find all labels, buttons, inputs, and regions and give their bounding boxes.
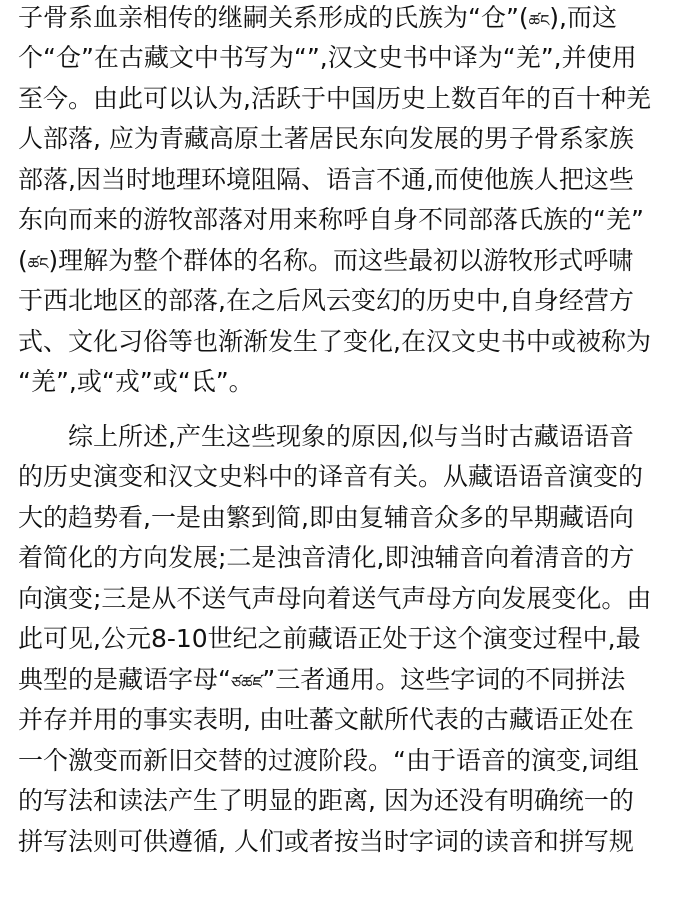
text-line: 个“仓”在古藏文中书写为“”,汉文史书中译为“羌”,并使用 (18, 43, 637, 72)
text-line: 东向而来的游牧部落对用来称呼自身不同部落氏族的“羌” (18, 205, 644, 234)
text-line: 的写法和读法产生了明显的距离, 因为还没有明确统一的 (18, 786, 634, 815)
text-line: 式、文化习俗等也渐渐发生了变化,在汉文史书中或被称为 (18, 327, 651, 356)
paragraph-start-line: 综上所述,产生这些现象的原因,似与当时古藏语语音 (68, 422, 634, 451)
text-line: 大的趋势看,一是由繁到简,即由复辅音众多的早期藏语向 (18, 503, 634, 532)
text-line: 一个激变而新旧交替的过渡阶段。“由于语音的演变,词组 (18, 746, 639, 775)
text-line: 向演变;三是从不送气声母向着送气声母方向发展变化。由 (18, 584, 652, 613)
text-line: “羌”,或“戎”或“氐”。 (18, 367, 254, 396)
text-line: 着简化的方向发展;二是浊音清化,即浊辅音向着清音的方 (18, 543, 635, 572)
text-line: 此可见,公元8-10世纪之前藏语正处于这个演变过程中,最 (18, 624, 641, 653)
text-line: 拼写法则可供遵循, 人们或者按当时字词的读音和拼写规 (18, 827, 634, 856)
text-line: 人部落, 应为青藏高原土著居民东向发展的男子骨系家族 (18, 124, 634, 153)
text-line: 典型的是藏语字母“ཙཚཛ”三者通用。这些字词的不同拼法 (18, 665, 626, 694)
text-line: (ཚང)理解为整个群体的名称。而这些最初以游牧形式呼啸 (18, 246, 634, 275)
text-line: 部落,因当时地理环境阻隔、语言不通,而使他族人把这些 (18, 165, 634, 194)
text-line: 子骨系血亲相传的继嗣关系形成的氏族为“仓”(ཚང),而这 (18, 3, 617, 32)
text-line: 并存并用的事实表明, 由吐蕃文献所代表的古藏语正处在 (18, 705, 634, 734)
text-line: 于西北地区的部落,在之后风云变幻的历史中,自身经营方 (18, 286, 634, 315)
tibetan-script: ཙཚཛ (230, 673, 263, 692)
tibetan-script: ཚང (27, 254, 49, 273)
tibetan-script: ཚང (528, 11, 550, 30)
text-line: 的历史演变和汉文史料中的译音有关。从藏语语音演变的 (18, 462, 644, 491)
text-line: 至今。由此可以认为,活跃于中国历史上数百年的百十种羌 (18, 84, 651, 113)
